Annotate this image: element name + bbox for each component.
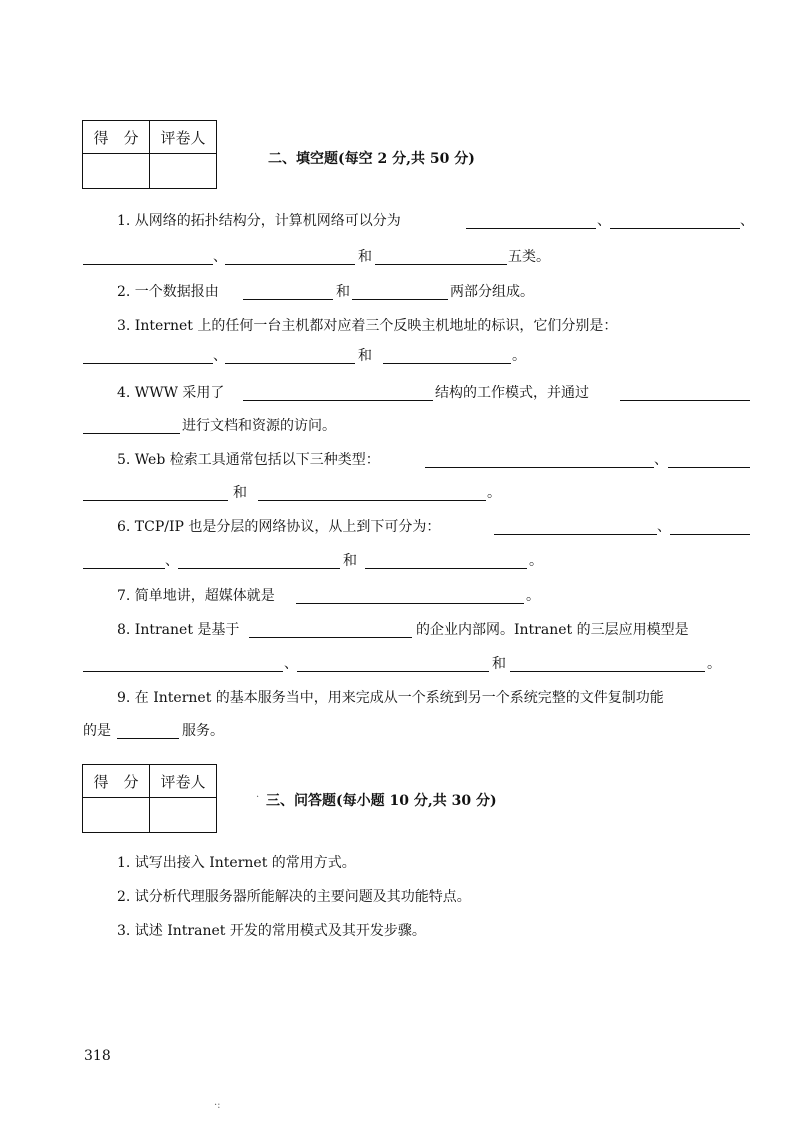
s3-q3: 3. 试述 Intranet 开发的常用模式及其开发步骤。 xyxy=(117,923,426,939)
score-label: 得 分 xyxy=(83,121,150,154)
q6-sep: 、 xyxy=(657,519,671,535)
score-box-1 xyxy=(82,120,217,189)
q5-end: 。 xyxy=(487,485,501,501)
q7-blank-1[interactable] xyxy=(296,603,524,604)
q6-blank-1[interactable] xyxy=(494,534,657,535)
q6-end: 。 xyxy=(529,553,543,569)
q5-blank-2b[interactable] xyxy=(83,500,228,501)
q1-blank-2[interactable] xyxy=(610,228,740,229)
q8-sep: 、 xyxy=(284,656,298,672)
q3-sep: 、 xyxy=(213,348,227,364)
q8-blank-2[interactable] xyxy=(83,671,283,672)
q1-text: 1. 从网络的拓扑结构分，计算机网络可以分为 xyxy=(117,213,401,229)
speck-mark: ·: xyxy=(214,1100,221,1111)
q3-blank-1[interactable] xyxy=(83,363,213,364)
q6-blank-3[interactable] xyxy=(178,568,340,569)
page-number: 318 xyxy=(84,1048,111,1064)
q1-blank-3[interactable] xyxy=(83,264,213,265)
score-label: 得 分 xyxy=(83,765,150,798)
q3-blank-2[interactable] xyxy=(225,363,355,364)
q4-blank-2[interactable] xyxy=(620,400,750,401)
s3-q1: 1. 试写出接入 Internet 的常用方式。 xyxy=(117,855,356,871)
q1-blank-1[interactable] xyxy=(466,228,596,229)
q1-sep: 、 xyxy=(213,249,227,265)
q2-and: 和 xyxy=(336,284,350,300)
q3-text: 3. Internet 上的任何一台主机都对应着三个反映主机地址的标识，它们分别是： xyxy=(117,318,618,334)
q9-text: 9. 在 Internet 的基本服务当中，用来完成从一个系统到另一个系统完整的文件复制功能 xyxy=(117,690,664,706)
q3-blank-3[interactable] xyxy=(383,363,511,364)
q1-sep: 、 xyxy=(597,213,611,229)
q6-sep: 、 xyxy=(165,553,179,569)
score-box-2 xyxy=(82,764,217,833)
score-cell[interactable] xyxy=(83,154,150,189)
q8-blank-3[interactable] xyxy=(297,671,489,672)
q6-and: 和 xyxy=(343,553,357,569)
q2-end: 两部分组成。 xyxy=(450,284,534,300)
grader-label: 评卷人 xyxy=(150,121,217,154)
q6-blank-4[interactable] xyxy=(365,568,527,569)
q8-blank-4[interactable] xyxy=(510,671,705,672)
q8-and: 和 xyxy=(492,656,506,672)
q1-end: 五类。 xyxy=(508,249,550,265)
q9-blank-1[interactable] xyxy=(117,738,179,739)
grader-cell[interactable] xyxy=(150,154,217,189)
q8-text: 8. Intranet 是基于 xyxy=(117,622,240,638)
q9-end: 服务。 xyxy=(182,723,224,739)
section3-title: 三、问答题(每小题 10 分,共 30 分) xyxy=(266,793,497,809)
q3-end: 。 xyxy=(512,348,526,364)
q5-and: 和 xyxy=(233,485,247,501)
q1-and: 和 xyxy=(358,249,372,265)
q4-text-b: 结构的工作模式，并通过 xyxy=(435,385,589,401)
q1-sep: 、 xyxy=(740,213,754,229)
q6-text: 6. TCP/IP 也是分层的网络协议，从上到下可分为： xyxy=(117,519,441,535)
q6-blank-2[interactable] xyxy=(670,534,750,535)
q5-text: 5. Web 检索工具通常包括以下三种类型： xyxy=(117,452,380,468)
q8-end: 。 xyxy=(707,656,721,672)
q7-text: 7. 简单地讲，超媒体就是 xyxy=(117,588,275,604)
grader-cell[interactable] xyxy=(150,798,217,833)
q1-blank-4[interactable] xyxy=(225,264,355,265)
q1-blank-5[interactable] xyxy=(375,264,507,265)
q4-end: 进行文档和资源的访问。 xyxy=(182,418,336,434)
q4-text: 4. WWW 采用了 xyxy=(117,385,225,401)
grader-label: 评卷人 xyxy=(150,765,217,798)
q8-blank-1[interactable] xyxy=(249,637,412,638)
q5-blank-1[interactable] xyxy=(425,467,654,468)
q6-blank-2b[interactable] xyxy=(83,568,165,569)
q5-sep: 、 xyxy=(654,452,668,468)
q7-end: 。 xyxy=(526,588,540,604)
q2-blank-2[interactable] xyxy=(352,299,448,300)
speck-mark: · xyxy=(256,792,260,803)
q5-blank-3[interactable] xyxy=(258,500,486,501)
q8-text-b: 的企业内部网。Intranet 的三层应用模型是 xyxy=(416,622,689,638)
q2-blank-1[interactable] xyxy=(243,299,333,300)
q2-text: 2. 一个数据报由 xyxy=(117,284,219,300)
q4-blank-1[interactable] xyxy=(243,400,433,401)
section2-title: 二、填空题(每空 2 分,共 50 分) xyxy=(268,151,475,167)
q3-and: 和 xyxy=(358,348,372,364)
q5-blank-2[interactable] xyxy=(668,467,750,468)
q4-blank-3[interactable] xyxy=(83,433,180,434)
score-cell[interactable] xyxy=(83,798,150,833)
s3-q2: 2. 试分析代理服务器所能解决的主要问题及其功能特点。 xyxy=(117,889,471,905)
q9-text-b: 的是 xyxy=(83,723,111,739)
